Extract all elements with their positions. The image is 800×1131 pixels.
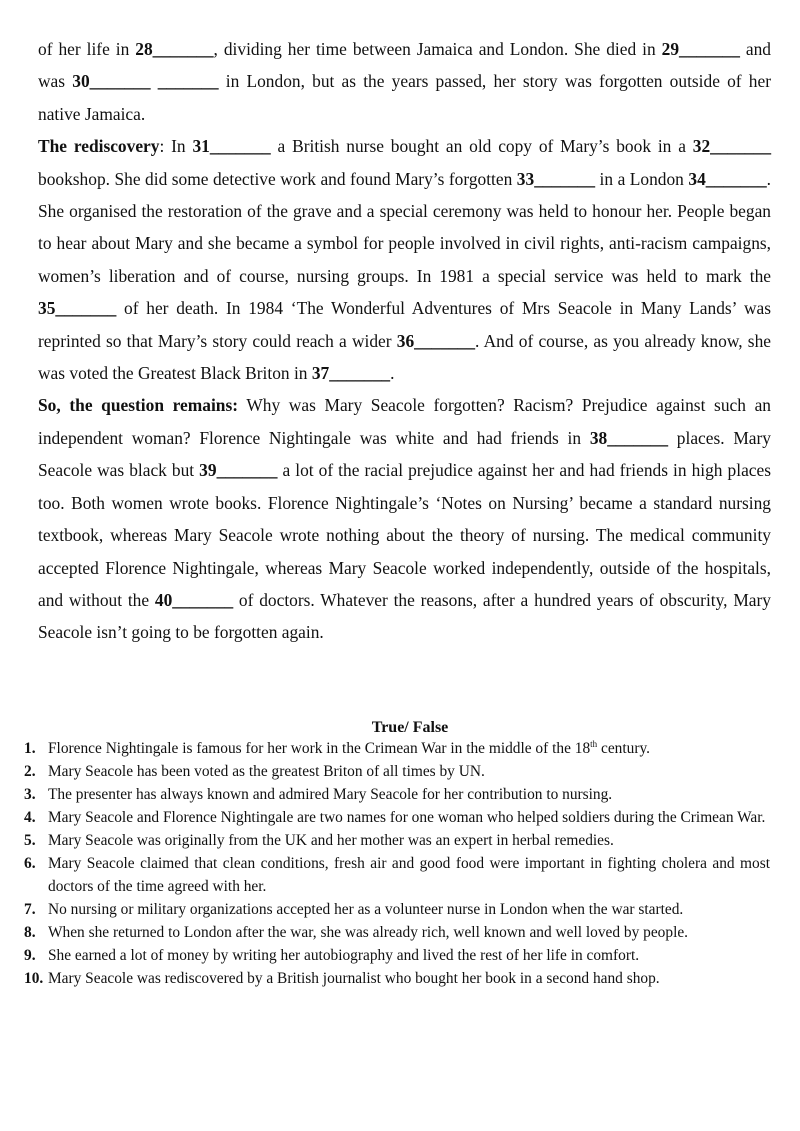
question-text: century. xyxy=(597,740,651,757)
question-text: The presenter has always known and admired Mary Seacole for her contribution to nursing. xyxy=(48,786,613,803)
passage-text: and was xyxy=(38,39,771,92)
ordinal-superscript: th xyxy=(590,738,598,749)
blank-33: 33_______ xyxy=(516,168,596,189)
question-number: 8. xyxy=(24,924,36,941)
blank-37: 37_______ xyxy=(311,363,391,384)
passage-text: , dividing her time between Jamaica and London. She died in xyxy=(213,39,662,59)
question-number: 5. xyxy=(24,832,36,849)
question-text: Mary Seacole was originally from the UK and her mother was an expert in herbal remedies. xyxy=(48,832,614,849)
passage-text: of her life in xyxy=(38,39,136,59)
blank-28: 28_______ xyxy=(135,39,214,59)
question-number: 7. xyxy=(24,901,36,918)
question-10 xyxy=(24,967,770,990)
passage-text: of doctors. Whatever the reasons, after a hundred years of obscurity, Mary Seacole isn’t going to be forgotten again. xyxy=(38,589,771,643)
blank-36: 36_______ xyxy=(396,330,476,351)
question-4 xyxy=(24,806,770,829)
question-1 xyxy=(24,737,770,760)
question-number: 4. xyxy=(24,809,36,826)
question-5 xyxy=(24,829,770,852)
passage-paragraph-1 xyxy=(38,33,771,130)
question-number: 9. xyxy=(24,947,36,964)
question-8 xyxy=(24,921,770,944)
question-number: 6. xyxy=(24,855,36,872)
question-number: 3. xyxy=(24,786,36,803)
section-heading-rediscovery: The rediscovery xyxy=(38,136,160,157)
question-text: When she returned to London after the war, she was already rich, well known and well loved by people. xyxy=(48,924,689,941)
passage-text: in a London xyxy=(595,168,689,189)
question-number: 2. xyxy=(24,763,36,780)
blank-40: 40_______ xyxy=(154,589,234,610)
passage-text: . And of course, as you already know, she was voted the Greatest Black Briton in xyxy=(38,330,771,384)
section-heading-question: So, the question remains: xyxy=(38,395,239,416)
passage-text: . She organised the restoration of the grave and a special ceremony was held to honour her. People began to hear about Mary and she became a symbol for people involved in civil rights, anti-racism campaigns, women’s liberation and of course, nursing groups. In 1981 a special service was held to mark the xyxy=(38,168,771,286)
question-6 xyxy=(24,852,770,898)
passage-text: places. Mary Seacole was black but xyxy=(38,427,771,481)
blank-30: 30_______ _______ xyxy=(72,71,219,92)
question-text: No nursing or military organizations accepted her as a volunteer nurse in London when the war started. xyxy=(48,901,684,918)
passage-text: of her death. In 1984 ‘The Wonderful Adventures of Mrs Seacole in Many Lands’ was reprinted so that Mary’s story could reach a wider xyxy=(38,298,771,351)
blank-32: 32_______ xyxy=(692,136,772,157)
question-text: Mary Seacole was rediscovered by a British journalist who bought her book in a second hand shop. xyxy=(48,970,660,987)
blank-35: 35_______ xyxy=(38,298,117,319)
question-number: 1. xyxy=(24,740,36,757)
blank-31: 31_______ xyxy=(192,136,271,157)
blank-38: 38_______ xyxy=(589,427,669,448)
passage-text: : In xyxy=(159,136,193,157)
question-number: 10. xyxy=(24,970,44,987)
true-false-list xyxy=(24,737,770,990)
passage-text: bookshop. She did some detective work and found Mary’s forgotten xyxy=(38,168,517,189)
question-3 xyxy=(24,783,770,806)
passage-text: . xyxy=(390,363,395,384)
passage-text: Why was Mary Seacole forgotten? Racism? Prejudice against such an independent woman? Florence Nightingale was white and had friends in xyxy=(38,395,771,448)
question-7 xyxy=(24,898,770,921)
passage-paragraph-3 xyxy=(38,389,771,648)
passage-paragraph-2 xyxy=(38,130,771,389)
passage-text: a lot of the racial prejudice against her and had friends in high places too. Both women wrote books. Florence Nightingale’s ‘Notes on Nursing’ became a standard nursing textbook, whereas Mary Seacole wrote nothing about the theory of nursing. The medical community accepted Florence Nightingale, whereas Mary Seacole worked independently, outside of the hospitals, and without the xyxy=(38,460,771,610)
question-text: Mary Seacole claimed that clean conditions, fresh air and good food were important in fighting cholera and most doctors of the time agreed with her. xyxy=(48,855,770,895)
question-text: Mary Seacole and Florence Nightingale are two names for one woman who helped soldiers during the Crimean War. xyxy=(48,809,766,826)
question-text: Mary Seacole has been voted as the greatest Briton of all times by UN. xyxy=(48,763,485,780)
question-text: She earned a lot of money by writing her autobiography and lived the rest of her life in comfort. xyxy=(48,947,640,964)
passage-text: a British nurse bought an old copy of Mary’s book in a xyxy=(270,136,693,157)
reading-passage xyxy=(38,33,771,649)
blank-34: 34_______ xyxy=(688,168,767,189)
blank-29: 29_______ xyxy=(661,39,740,59)
passage-text: in London, but as the years passed, her story was forgotten outside of her native Jamaica. xyxy=(38,71,771,124)
true-false-title: True/ False xyxy=(371,719,449,736)
question-text: Florence Nightingale is famous for her work in the Crimean War in the middle of the 18 xyxy=(48,740,591,757)
blank-39: 39_______ xyxy=(199,460,278,481)
question-9 xyxy=(24,944,770,967)
question-2 xyxy=(24,760,770,783)
